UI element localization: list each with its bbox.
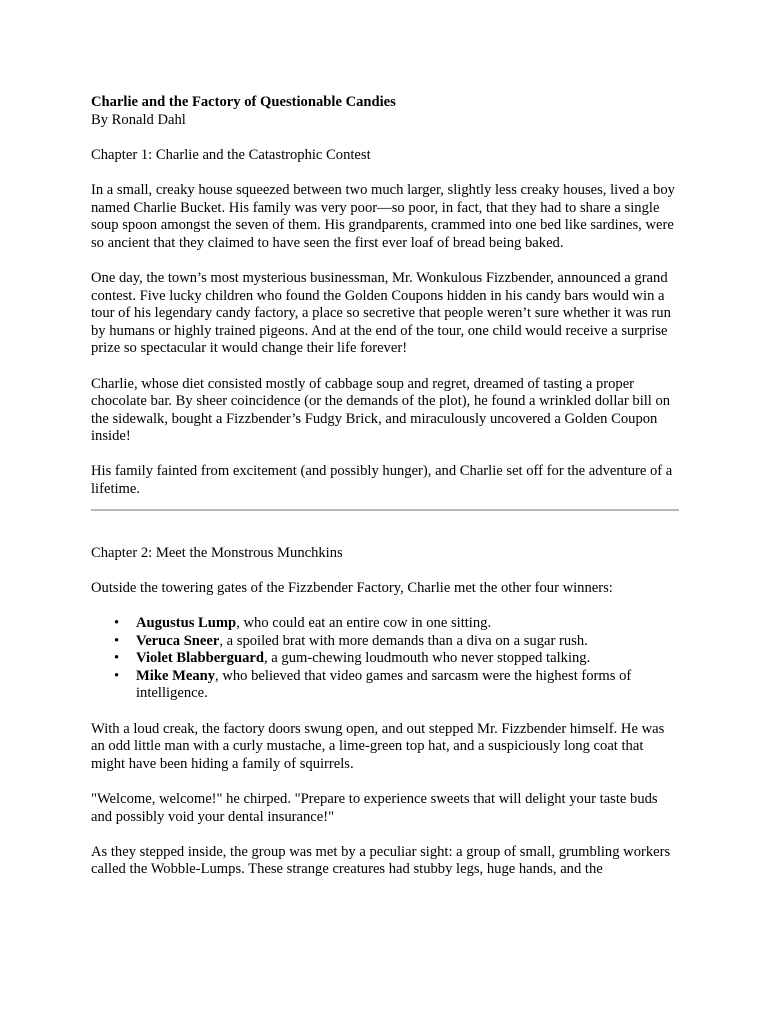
- list-item: [136, 668, 681, 703]
- chapter-2-paragraph: With a loud creak, the factory doors swung open, and out stepped Mr. Fizzbender himself. He was an odd little man with a curly mustache, a lime-green top hat, and a suspiciously long coat that might have been hiding a family of squirrels.: [91, 720, 665, 772]
- list-item: [136, 615, 681, 633]
- chapter-1-heading: Chapter 1: Charlie and the Catastrophic Contest: [91, 146, 371, 163]
- winner-name: Violet Blabberguard: [136, 650, 264, 667]
- chapter-2-paragraph: As they stepped inside, the group was met by a peculiar sight: a group of small, grumbling workers called the Wobble-Lumps. These strange creatures had stubby legs, huge hands, and the: [91, 843, 671, 878]
- document-title: Charlie and the Factory of Questionable Candies: [91, 94, 396, 110]
- chapter-2-heading: Chapter 2: Meet the Monstrous Munchkins: [91, 544, 343, 561]
- winner-description: , a spoiled brat with more demands than a diva on a sugar rush.: [219, 632, 588, 649]
- winner-description: , who believed that video games and sarcasm were the highest forms of intelligence.: [136, 667, 632, 702]
- document-page: [91, 94, 681, 879]
- chapter-2-intro: Outside the towering gates of the Fizzbender Factory, Charlie met the other four winners:: [91, 579, 613, 596]
- list-item: [136, 650, 681, 668]
- winner-name: Veruca Sneer: [136, 632, 220, 649]
- winner-description: , a gum-chewing loudmouth who never stopped talking.: [263, 650, 591, 667]
- winner-description: , who could eat an entire cow in one sitting.: [236, 615, 492, 632]
- chapter-1-paragraph: One day, the town’s most mysterious businessman, Mr. Wonkulous Fizzbender, announced a grand contest. Five lucky children who found the Golden Coupons hidden in his candy bars would win a tour of his legendary candy factory, a place so secretive that people weren’t sure whether it was run by humans or highly trained pigeons. And at the end of the tour, one child would receive a surprise prize so spectacular it would change their life forever!: [91, 269, 671, 357]
- chapter-2-paragraph: "Welcome, welcome!" he chirped. "Prepare to experience sweets that will delight your taste buds and possibly void your dental insurance!": [91, 790, 658, 825]
- winner-name: Mike Meany: [136, 667, 216, 684]
- chapter-1-paragraph: In a small, creaky house squeezed between two much larger, slightly less creaky houses, lived a boy named Charlie Bucket. His family was very poor—so poor, in fact, that they had to share a single soup spoon amongst the seven of them. His grandparents, crammed into one bed like sardines, were so ancient that they claimed to have seen the first ever loaf of bread being baked.: [91, 181, 675, 251]
- list-item: [136, 633, 681, 651]
- winner-name: Augustus Lump: [136, 615, 237, 632]
- chapter-1-paragraph: Charlie, whose diet consisted mostly of cabbage soup and regret, dreamed of tasting a proper chocolate bar. By sheer coincidence (or the demands of the plot), he found a wrinkled dollar bill on the sidewalk, bought a Fizzbender’s Fudgy Brick, and miraculously uncovered a Golden Coupon inside!: [91, 375, 671, 445]
- document-byline: By Ronald Dahl: [91, 111, 186, 128]
- winners-list: [91, 615, 681, 703]
- chapter-1-paragraph: His family fainted from excitement (and possibly hunger), and Charlie set off for the adventure of a lifetime.: [91, 463, 673, 498]
